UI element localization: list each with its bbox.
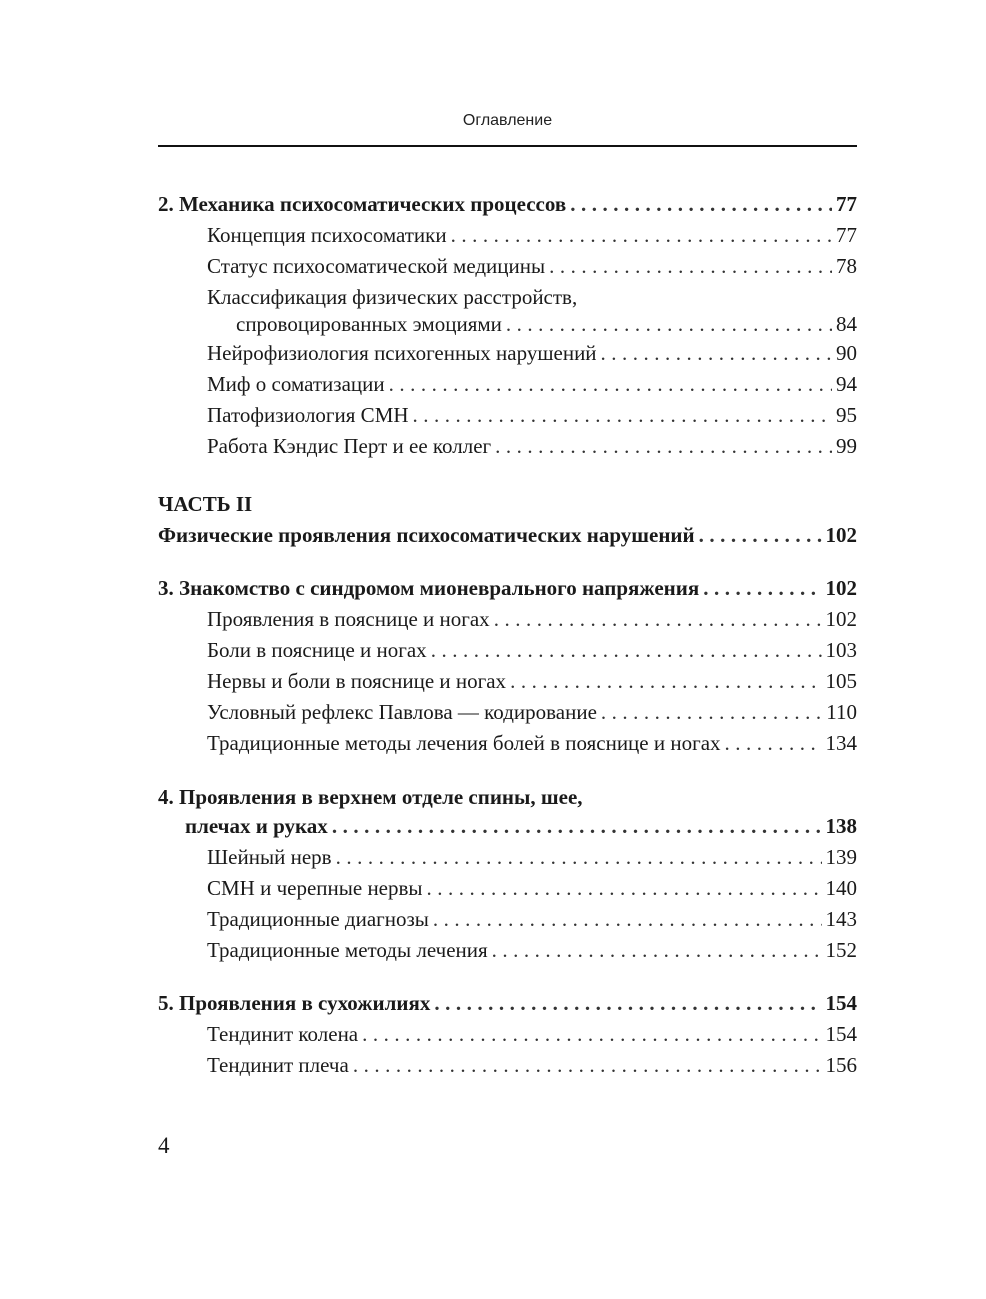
toc-entry-title: Физические проявления психосоматических нарушений: [158, 523, 695, 547]
toc-page-number: 78: [836, 254, 857, 278]
toc-page-number: 84: [836, 312, 857, 336]
leader-dots: [492, 935, 822, 965]
toc-entry-title: Нервы и боли в пояснице и ногах: [207, 669, 507, 693]
toc-entry[interactable]: [207, 604, 857, 634]
toc-page-number: 154: [825, 991, 857, 1015]
toc-entry[interactable]: [207, 431, 857, 461]
leader-dots: [601, 338, 832, 368]
toc-entry[interactable]: [207, 935, 857, 965]
leader-dots: [434, 988, 821, 1018]
toc-entry-title: Тендинит колена: [207, 1022, 359, 1046]
toc-page-number: 103: [825, 638, 857, 662]
leader-dots: [431, 635, 822, 665]
toc-chapter-3[interactable]: [158, 573, 857, 603]
leader-dots: [725, 728, 822, 758]
toc-chapter-4[interactable]: [185, 811, 857, 841]
toc-chapter-5[interactable]: [158, 988, 857, 1018]
toc-entry-title: 5. Проявления в сухожилиях: [158, 991, 431, 1015]
leader-dots: [433, 904, 822, 934]
toc-entry-title-line1[interactable]: Классификация физических расстройств,: [207, 285, 578, 309]
toc-page-number: 102: [825, 523, 857, 547]
leader-dots: [427, 873, 822, 903]
toc-entry[interactable]: [207, 697, 857, 727]
toc-entry-title: Шейный нерв: [207, 845, 332, 869]
toc-page-number: 152: [825, 938, 857, 962]
toc-entry-title: СМН и черепные нервы: [207, 876, 423, 900]
leader-dots: [549, 251, 832, 281]
toc-entry[interactable]: [207, 220, 857, 250]
toc-part-2[interactable]: [158, 520, 857, 550]
toc-entry[interactable]: [207, 1019, 857, 1049]
toc-page-number: 99: [836, 434, 857, 458]
toc-entry-title: Работа Кэндис Перт и ее коллег: [207, 434, 492, 458]
toc-page-number: 102: [825, 576, 857, 600]
page-number: 4: [158, 1133, 170, 1158]
leader-dots: [332, 811, 822, 841]
leader-dots: [570, 189, 832, 219]
toc-entry[interactable]: [207, 728, 857, 758]
toc-entry[interactable]: [207, 1050, 857, 1080]
leader-dots: [601, 697, 822, 727]
toc-page-number: 77: [836, 223, 857, 247]
toc-entry-title: Традиционные методы лечения болей в пояснице и ногах: [207, 731, 721, 755]
toc-page-number: 110: [826, 700, 857, 724]
leader-dots: [336, 842, 822, 872]
leader-dots: [510, 666, 821, 696]
leader-dots: [362, 1019, 821, 1049]
header-rule: [158, 145, 857, 147]
leader-dots: [703, 573, 821, 603]
toc-entry[interactable]: [236, 309, 857, 339]
leader-dots: [389, 369, 832, 399]
running-head: Оглавление: [462, 112, 553, 129]
leader-dots: [451, 220, 832, 250]
leader-dots: [413, 400, 832, 430]
toc-entry-title: 2. Механика психосоматических процессов: [158, 192, 567, 216]
leader-dots: [494, 604, 822, 634]
toc-page-number: 94: [836, 372, 857, 396]
toc-chapter-2[interactable]: [158, 189, 857, 219]
toc-page-number: 143: [825, 907, 857, 931]
toc-page-number: 156: [825, 1053, 857, 1077]
toc-page-number: 138: [825, 814, 857, 838]
toc-page-number: 134: [825, 731, 857, 755]
toc-entry-title: Традиционные диагнозы: [207, 907, 429, 931]
toc-entry[interactable]: [207, 369, 857, 399]
toc-entry-title: Условный рефлекс Павлова — кодирование: [207, 700, 597, 724]
toc-entry-title-line2: плечах и руках: [185, 814, 328, 838]
leader-dots: [699, 520, 822, 550]
toc-page-number: 102: [825, 607, 857, 631]
toc-entry-title: Проявления в пояснице и ногах: [207, 607, 490, 631]
toc-entry-title: Концепция психосоматики: [207, 223, 447, 247]
toc-entry-title: Статус психосоматической медицины: [207, 254, 546, 278]
toc-entry[interactable]: [207, 635, 857, 665]
toc-page-number: 140: [825, 876, 857, 900]
toc-entry-title: Патофизиология СМН: [207, 403, 409, 427]
toc-entry[interactable]: [207, 904, 857, 934]
toc-entry[interactable]: [207, 251, 857, 281]
toc-entry[interactable]: [207, 842, 857, 872]
toc-entry-title: Традиционные методы лечения: [207, 938, 488, 962]
toc-page-number: 139: [825, 845, 857, 869]
toc-entry[interactable]: [207, 666, 857, 696]
toc-chapter-4-line1[interactable]: 4. Проявления в верхнем отделе спины, шее,: [158, 785, 583, 809]
toc-page-number: 90: [836, 341, 857, 365]
toc-entry-title: Нейрофизиология психогенных нарушений: [207, 341, 597, 365]
toc-entry-title: Боли в пояснице и ногах: [207, 638, 427, 662]
toc-page-number: 77: [836, 192, 857, 216]
toc-entry-title: Миф о соматизации: [207, 372, 385, 396]
part-label: ЧАСТЬ II: [158, 492, 253, 516]
leader-dots: [506, 309, 832, 339]
toc-entry-title: 3. Знакомство с синдромом мионеврального напряжения: [158, 576, 700, 600]
toc-page-number: 95: [836, 403, 857, 427]
toc-entry-title: Тендинит плеча: [207, 1053, 349, 1077]
toc-page-number: 154: [825, 1022, 857, 1046]
leader-dots: [353, 1050, 822, 1080]
toc-entry[interactable]: [207, 338, 857, 368]
toc-entry-title-line2: спровоцированных эмоциями: [236, 312, 502, 336]
leader-dots: [495, 431, 832, 461]
toc-entry[interactable]: [207, 873, 857, 903]
toc-entry[interactable]: [207, 400, 857, 430]
toc-page-number: 105: [825, 669, 857, 693]
